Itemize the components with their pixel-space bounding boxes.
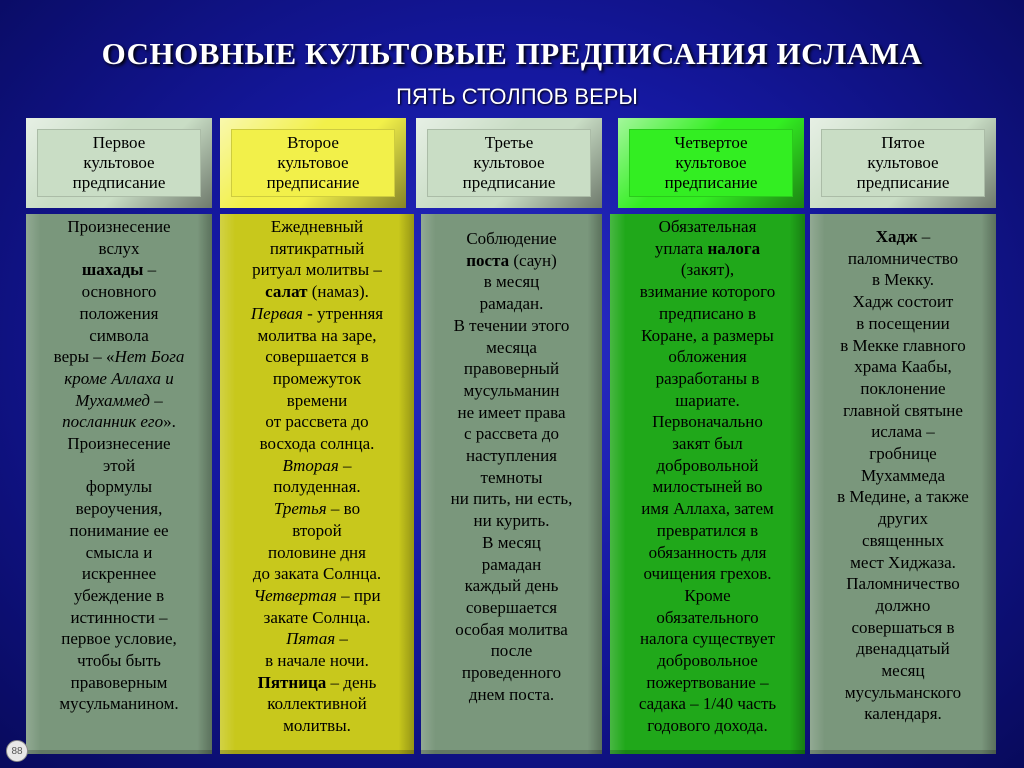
pillar-text-line: формулы xyxy=(85,477,153,497)
pillar-text-line: промежуток xyxy=(272,368,362,388)
pillar-text-line: основного xyxy=(81,282,157,302)
pillar-text-line: молитва на заре, xyxy=(257,325,377,345)
pillar-text-line: убеждение в xyxy=(73,585,165,605)
pillar-text-line: храма Каабы, xyxy=(854,357,952,377)
pillar-text-line: поклонение xyxy=(860,378,946,398)
pillar-text-line: добровольной xyxy=(656,455,759,475)
pillar-text-line: Соблюдение xyxy=(466,229,557,248)
pillar-header-label: Второе культовое предписание xyxy=(266,133,360,192)
pillar-text-line: Паломничество xyxy=(846,574,960,594)
pillar-text-line: мест Хиджаза. xyxy=(850,552,956,572)
pillar-text-line: вслух xyxy=(98,238,140,258)
pillar-text-line: в Медине, а также xyxy=(837,487,969,507)
slide-number-badge: 88 xyxy=(6,740,28,762)
pillar-text-line: милостыней во xyxy=(652,477,763,497)
pillar-text-line: в Мекке главного xyxy=(840,335,966,355)
pillar-text-line: восхода солнца. xyxy=(259,434,375,454)
pillar-text-line: рамадан xyxy=(481,554,542,574)
pillar-text-line: Первая - утренняя xyxy=(250,303,384,323)
pillar-text-line: кроме Аллаха и xyxy=(64,368,174,388)
pillar-text-line: половине дня xyxy=(268,542,366,562)
pillar-header-label: Третье культовое предписание xyxy=(462,133,556,192)
pillar-text-line: налога существует xyxy=(639,629,776,649)
pillar-text-line: Первоначально xyxy=(652,412,763,432)
pillar-text-line: Мухаммед – xyxy=(75,390,163,410)
pillar-text-line: совершается в xyxy=(265,347,369,367)
pillar-text-line: не имеет права xyxy=(457,402,566,422)
pillar-text-line: Мухаммеда xyxy=(860,465,946,485)
pillar-column-4 xyxy=(610,214,805,754)
pillar-text-line: Вторая – xyxy=(282,455,352,475)
pillar-text-line: закате Солнца. xyxy=(263,607,371,627)
pillar-header-label: Четвертое культовое предписание xyxy=(664,133,758,192)
pillar-column-1 xyxy=(26,214,212,754)
pillar-text-line: разработаны в xyxy=(655,368,760,388)
pillar-text-line: совершается xyxy=(465,597,558,617)
pillar-text-line: днем поста. xyxy=(468,684,555,704)
pillar-text-line: взимание которого xyxy=(639,282,776,302)
pillar-text-line: Произнесение xyxy=(67,217,171,236)
pillar-text-line: наступления xyxy=(465,446,558,466)
pillar-text-line: пятикратный xyxy=(269,238,365,258)
pillar-text-line: после xyxy=(490,641,533,661)
pillar-text-line: месяц xyxy=(881,661,925,681)
pillar-text-line: должно xyxy=(875,595,931,615)
pillar-text-line: В месяц xyxy=(482,532,541,552)
pillar-text-line: Ежедневный xyxy=(270,217,364,236)
pillar-text-line: двенадцатый xyxy=(856,639,950,659)
pillar-text-line: от рассвета до xyxy=(265,412,369,432)
pillar-text-line: паломничество xyxy=(847,248,959,268)
pillar-text-line: посланник его». xyxy=(62,412,176,432)
pillar-column-2 xyxy=(220,214,414,754)
pillar-text-line: обложения xyxy=(668,347,747,367)
pillar-text-line: веры – «Нет Бога xyxy=(53,347,185,367)
pillar-text-line: пожертвование – xyxy=(646,672,769,692)
pillar-text-line: в месяц xyxy=(483,272,540,292)
pillar-text-line: ни пить, ни есть, xyxy=(450,489,573,509)
pillar-text-line: добровольное xyxy=(657,651,758,671)
pillar-text-line: ритуал молитвы – xyxy=(252,260,382,280)
pillar-text-line: молитвы. xyxy=(283,716,351,736)
pillar-column-5 xyxy=(810,214,996,754)
pillar-text-line: до заката Солнца. xyxy=(252,564,382,584)
pillar-text-line: поста (саун) xyxy=(466,250,557,270)
pillar-text-line: имя Аллаха, затем xyxy=(641,499,774,519)
pillar-text-line: уплата налога xyxy=(654,238,761,258)
pillar-text-line: превратился в xyxy=(656,520,759,540)
pillar-text-line: положения xyxy=(79,303,159,323)
pillar-header-5 xyxy=(810,118,996,208)
pillar-text-line: мусульманин xyxy=(463,380,560,400)
pillar-text-line: Пятница – день xyxy=(257,672,377,692)
pillar-text-line: ни курить. xyxy=(473,511,550,531)
pillar-text-line: коллективной xyxy=(267,694,367,714)
pillar-text-line: Хадж состоит xyxy=(852,292,954,312)
pillar-text-line: темноты xyxy=(480,467,543,487)
pillar-header-2 xyxy=(220,118,406,208)
pillar-text-line: проведенного xyxy=(461,663,562,683)
pillar-text-line: символа xyxy=(89,325,149,345)
pillar-text-line: садака – 1/40 часть xyxy=(638,694,777,714)
pillar-text-line: Произнесение xyxy=(67,434,171,454)
pillar-text-line: календаря. xyxy=(864,704,942,724)
pillar-text-line: с рассвета до xyxy=(464,424,559,444)
pillar-text-line: предписано в xyxy=(659,303,756,323)
pillar-text-line: годового дохода. xyxy=(647,716,768,736)
pillar-header-3 xyxy=(416,118,602,208)
pillar-text-line: Хадж – xyxy=(875,227,931,246)
pillar-text-line: (закят), xyxy=(680,260,735,280)
pillar-text-line: истинности – xyxy=(70,607,168,627)
pillar-text-line: правоверным xyxy=(70,672,168,692)
pillar-text-line: времени xyxy=(286,390,348,410)
pillar-text-line: правоверный xyxy=(463,359,560,379)
pillar-text-line: закят был xyxy=(672,434,743,454)
pillar-text-line: главной святыне xyxy=(843,400,963,420)
pillar-text-line: мусульманского xyxy=(844,682,962,702)
pillar-text-line: рамадан. xyxy=(479,294,544,314)
pillar-text-line: В течении этого xyxy=(453,315,570,335)
pillar-text-line: Третья – во xyxy=(273,499,361,519)
slide-title: ОСНОВНЫЕ КУЛЬТОВЫЕ ПРЕДПИСАНИЯ ИСЛАМА xyxy=(101,36,923,71)
pillar-text-line: Коране, а размеры xyxy=(641,325,774,345)
pillar-column-3 xyxy=(421,214,602,754)
pillar-text-line: полуденная. xyxy=(273,477,361,497)
pillar-text-line: смысла и xyxy=(85,542,153,562)
pillar-text-line: вероучения, xyxy=(75,499,163,519)
pillar-text-line: месяца xyxy=(486,337,537,357)
slide-subtitle: ПЯТЬ СТОЛПОВ ВЕРЫ xyxy=(396,84,638,109)
pillar-text-line: других xyxy=(878,509,928,529)
pillar-text-line: второй xyxy=(292,520,342,540)
pillar-text-line: ислама – xyxy=(871,422,935,442)
pillar-text-line: каждый день xyxy=(464,576,559,596)
pillar-text-line: Кроме xyxy=(684,585,731,605)
pillar-text-line: священных xyxy=(862,530,944,550)
pillar-text-line: Обязательная xyxy=(658,217,757,236)
pillar-text-line: первое условие, xyxy=(61,629,177,649)
pillar-text-line: шахады – xyxy=(81,260,157,280)
pillar-text-line: гробнице xyxy=(869,444,937,464)
pillar-text-line: обязанность для xyxy=(648,542,767,562)
pillar-header-4 xyxy=(618,118,804,208)
pillar-text-line: мусульманином. xyxy=(59,694,179,714)
pillar-header-1 xyxy=(26,118,212,208)
pillar-text-line: особая молитва xyxy=(455,619,568,639)
pillar-header-label: Первое культовое предписание xyxy=(72,133,166,192)
pillar-text-line: понимание ее xyxy=(69,520,169,540)
pillar-text-line: в начале ночи. xyxy=(265,651,369,671)
pillar-text-line: Пятая – xyxy=(286,629,348,649)
pillar-text-line: Четвертая – при xyxy=(253,585,381,605)
pillar-text-line: в Мекку. xyxy=(871,270,935,290)
pillar-text-line: салат (намаз). xyxy=(265,282,369,302)
pillar-text-line: обязательного xyxy=(656,607,759,627)
pillar-text-line: очищения грехов. xyxy=(643,564,772,584)
pillar-header-label: Пятое культовое предписание xyxy=(856,133,950,192)
pillar-text-line: в посещении xyxy=(856,313,950,333)
pillar-text-line: этой xyxy=(102,455,136,475)
pillar-text-line: искреннее xyxy=(81,564,157,584)
pillar-text-line: шариате. xyxy=(675,390,740,410)
pillar-text-line: чтобы быть xyxy=(77,651,161,671)
pillar-text-line: совершаться в xyxy=(851,617,955,637)
